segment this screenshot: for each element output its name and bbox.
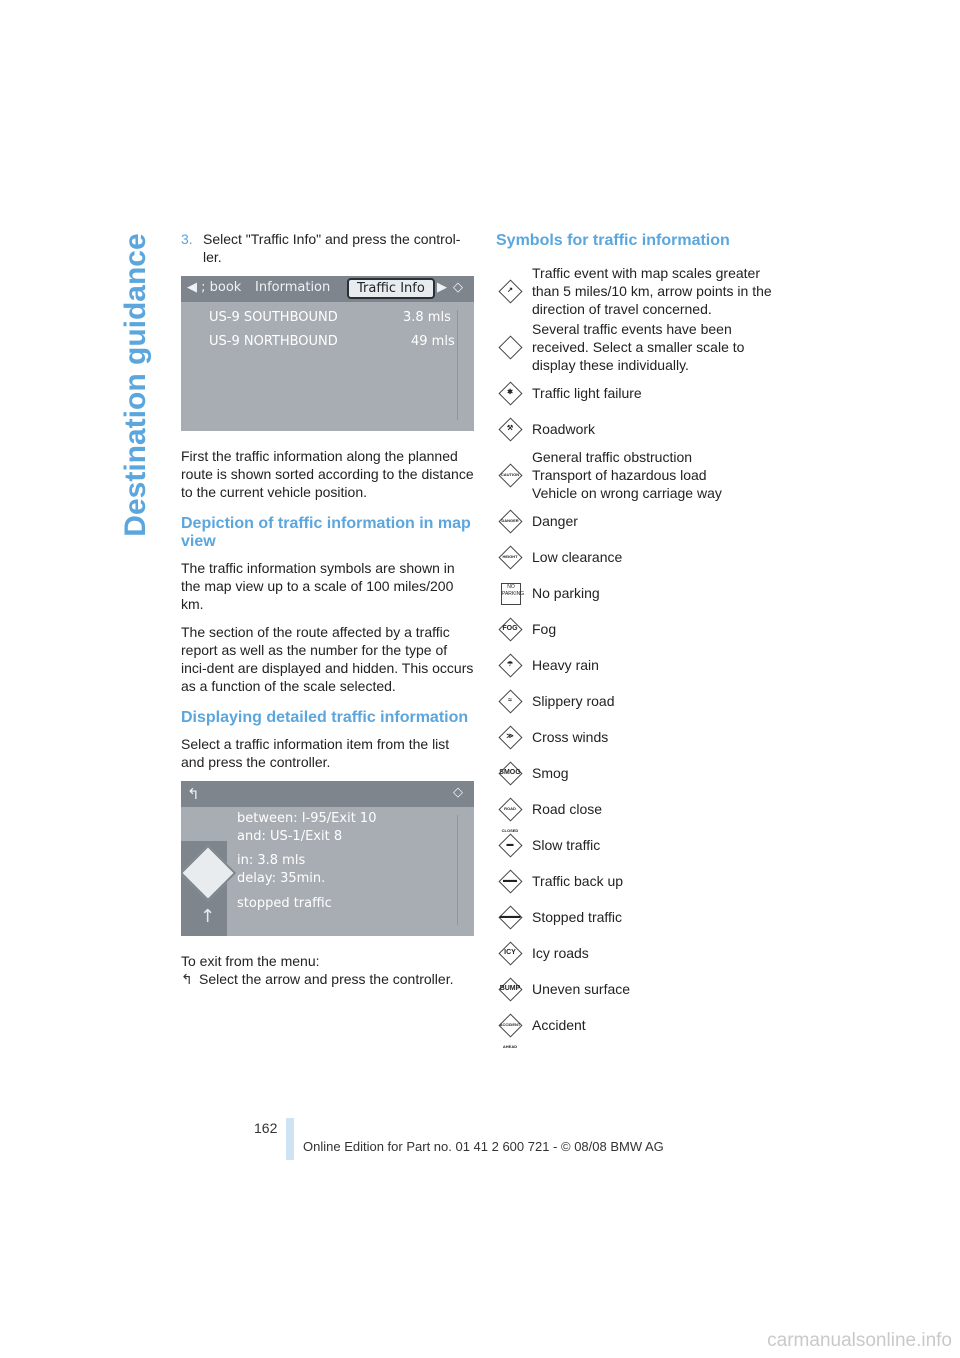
sign-glyph: ☂	[506, 661, 514, 668]
symbol-row	[496, 828, 776, 862]
controller-icon: ◇	[453, 280, 463, 295]
symbol-row	[496, 900, 776, 934]
step-number: 3.	[181, 231, 193, 247]
traffic-detail-screen	[181, 781, 474, 936]
sign-glyph: ⚒	[506, 425, 514, 432]
sign-glyph	[499, 336, 521, 358]
back-arrow-icon: ↰	[181, 971, 193, 987]
symbol-description: Traffic event with map scales greater than 5 miles/10 km, arrow points in the direction of travel concerned.	[532, 265, 772, 317]
symbol-description: Roadwork	[532, 421, 596, 437]
symbol-description: Traffic light failure	[532, 385, 642, 401]
fog-icon	[499, 618, 521, 640]
sign-glyph: ▬▬	[503, 877, 517, 884]
roadwork-icon	[499, 418, 521, 440]
screen-scroll-track	[457, 310, 466, 420]
symbol-description: Several traffic events have been received. Select a smaller scale to display these individually.	[532, 321, 745, 373]
symbol-row	[496, 412, 776, 446]
road-closed-icon	[499, 798, 521, 833]
symbol-row	[496, 612, 776, 646]
exit-intro: To exit from the menu:	[181, 953, 320, 969]
symbol-description: Accident	[532, 1017, 586, 1033]
smog-icon	[499, 762, 521, 784]
symbol-row	[496, 540, 776, 574]
symbol-row	[496, 936, 776, 970]
symbol-description: Heavy rain	[532, 657, 599, 673]
traffic-back-up-icon	[499, 870, 521, 892]
cross-winds-icon	[499, 726, 521, 748]
symbol-row	[496, 792, 776, 833]
symbol-description: Uneven surface	[532, 981, 631, 997]
right-column	[496, 230, 776, 1049]
symbol-row	[496, 264, 776, 318]
no-parking-square: NO PARKING	[501, 583, 521, 605]
traffic-light-icon	[499, 382, 521, 404]
slippery-road-icon	[499, 690, 521, 712]
symbol-row	[496, 648, 776, 682]
symbol-description: No parking	[532, 585, 600, 601]
traffic-row-distance: 49 mls	[411, 334, 455, 349]
symbol-row	[496, 448, 776, 502]
sign-glyph: CAUTION	[500, 472, 520, 477]
traffic-row-road: US-9 SOUTHBOUND	[209, 310, 338, 325]
detail-line: stopped traffic	[237, 896, 332, 911]
footer-accent-bar	[286, 1118, 294, 1160]
sign-glyph: DANGER	[501, 518, 519, 523]
sign-glyph: ✱	[507, 389, 513, 396]
symbol-row	[496, 684, 776, 718]
heading-symbols: Symbols for traffic information	[496, 232, 730, 249]
uneven-surface-icon	[499, 978, 521, 1000]
symbol-row	[496, 1008, 776, 1049]
paragraph-scale: The traffic information symbols are shown in the map view up to a scale of 100 miles/200 km.	[181, 560, 455, 612]
symbol-row	[496, 720, 776, 754]
symbol-description: Cross winds	[532, 729, 609, 745]
symbol-description: Danger	[532, 513, 578, 529]
symbol-row	[496, 320, 776, 374]
symbol-row	[496, 756, 776, 790]
menu-item-book: ◀ ; book	[187, 280, 242, 295]
detail-line: delay: 35min.	[237, 871, 326, 886]
sign-glyph: SMOG	[499, 769, 521, 776]
sign-glyph: FOG	[502, 625, 518, 632]
symbol-row	[496, 972, 776, 1006]
sign-glyph: ≫	[506, 733, 514, 740]
symbol-description: Fog	[532, 621, 557, 637]
detail-line: in: 3.8 mls	[237, 853, 306, 868]
symbol-description: Smog	[532, 765, 569, 781]
sign-glyph: ↗	[507, 287, 513, 294]
screen-menu-bar	[181, 781, 474, 807]
accident-icon	[499, 1014, 521, 1049]
sign-glyph: ACCIDENT AHEAD	[499, 1022, 521, 1049]
symbol-description: Slow traffic	[532, 837, 601, 853]
heading-detailed: Displaying detailed traffic information	[181, 709, 469, 726]
traffic-row-distance: 3.8 mls	[403, 310, 451, 325]
detail-line: between: I-95/Exit 10	[237, 811, 377, 826]
empty-sign-icon	[499, 336, 521, 358]
back-arrow-icon: ↰	[187, 785, 200, 803]
symbol-description: Stopped traffic	[532, 909, 623, 925]
sign-glyph: BUMP	[499, 985, 521, 992]
chapter-side-title: Destination guidance	[119, 233, 152, 537]
paragraph-select: Select a traffic information item from the list and press the controller.	[181, 736, 450, 770]
watermark: carmanualsonline.info	[767, 1330, 952, 1351]
caution-icon	[499, 464, 521, 486]
step-text: Select "Traffic Info" and press the control-ler.	[203, 231, 461, 265]
danger-icon	[499, 510, 521, 532]
footer-edition: Online Edition for Part no. 01 41 2 600 721 - © 08/08 BMW AG	[303, 1139, 664, 1154]
symbol-description: Road close	[532, 801, 603, 817]
height-icon	[499, 546, 521, 568]
menu-tab-traffic-info: Traffic Info	[347, 278, 435, 299]
left-column	[181, 230, 476, 988]
sign-glyph: ▬▬▬	[499, 913, 521, 920]
symbol-row	[496, 576, 776, 610]
symbol-row	[496, 504, 776, 538]
sign-glyph: ICY	[504, 949, 516, 956]
no-parking-icon	[499, 582, 525, 604]
step-3	[181, 230, 476, 266]
detail-line: and: US-1/Exit 8	[237, 829, 343, 844]
paragraph-sorted: First the traffic information along the planned route is shown sorted according to the distance to the current vehicle position.	[181, 448, 474, 500]
paragraph-section: The section of the route affected by a traffic report as well as the number for the type of inci-dent are displayed and hidden. This occurs as a function of the scale selected.	[181, 624, 474, 694]
sign-glyph: ▬	[506, 841, 514, 848]
heavy-rain-icon	[499, 654, 521, 676]
page-number: 162	[254, 1120, 278, 1136]
symbol-row	[496, 376, 776, 410]
symbol-list	[496, 264, 776, 1049]
exit-instruction	[181, 970, 476, 988]
menu-next-icon: ▶	[437, 280, 447, 295]
slow-traffic-icon	[499, 834, 521, 856]
heading-depiction: Depiction of traffic information in map view	[181, 515, 471, 550]
direction-arrow-icon: ↑	[200, 906, 216, 927]
symbol-description: Low clearance	[532, 549, 623, 565]
menu-item-information: Information	[255, 280, 331, 295]
controller-icon: ◇	[453, 785, 463, 800]
icy-roads-icon	[499, 942, 521, 964]
symbol-description: Slippery road	[532, 693, 615, 709]
symbol-row	[496, 864, 776, 898]
sign-glyph: HEIGHT	[502, 554, 518, 559]
symbol-description: General traffic obstruction Transport of hazardous load Vehicle on wrong carriage way	[532, 449, 722, 501]
arrow-sign-icon	[499, 280, 521, 302]
sign-glyph: ≈	[508, 697, 512, 704]
screen-scroll-track	[457, 815, 466, 925]
stopped-traffic-icon	[499, 906, 521, 928]
exit-text: Select the arrow and press the controller.	[199, 971, 454, 987]
symbol-description: Icy roads	[532, 945, 589, 961]
screen-menu-bar	[181, 276, 474, 302]
traffic-row-road: US-9 NORTHBOUND	[209, 334, 338, 349]
sign-glyph: ROAD CLOSED	[501, 806, 519, 833]
symbol-description: Traffic back up	[532, 873, 624, 889]
traffic-info-screen	[181, 276, 474, 431]
